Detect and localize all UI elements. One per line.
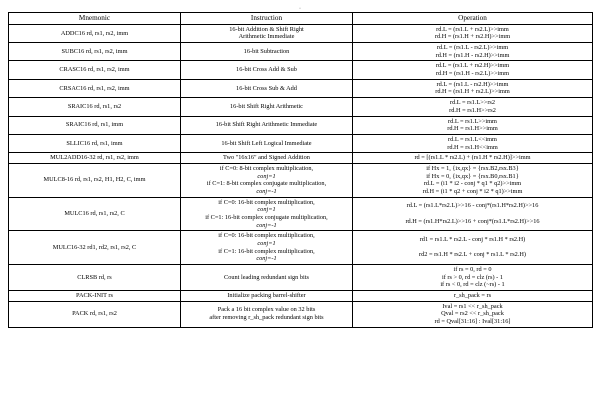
- instruction-line: 16-bit Cross Add & Sub: [236, 66, 297, 74]
- instruction-line: conj=1: [257, 206, 276, 214]
- operation-line: rd.L = rs1.L>>imm: [448, 117, 497, 125]
- table-row: [9, 79, 593, 97]
- table-body: [9, 24, 593, 327]
- cell-operation: [353, 163, 593, 197]
- instruction-table: [8, 12, 593, 328]
- instruction-line: 16-bit Shift Right Arithmetic Immediate: [215, 121, 318, 129]
- cell-operation: [353, 264, 593, 290]
- cell-instruction: [181, 79, 353, 97]
- operation-line: rd.H = (rs1.H + rs2.H)>>imm: [434, 33, 511, 41]
- operation-line: Qval = rs2 << r_sh_pack: [441, 310, 504, 318]
- instruction-line: Arithmetic Immediate: [238, 33, 295, 41]
- cell-mnemonic: PACK rd, rs1, rs2: [9, 301, 181, 327]
- cell-mnemonic: SUBC16 rd, rs1, rs2, imm: [9, 43, 181, 61]
- instruction-line: if C=1: 16-bit complex multiplication,: [218, 247, 315, 255]
- table-row: [9, 301, 593, 327]
- cell-instruction: [181, 134, 353, 152]
- operation-line: rd2 = rs1.H * rs2.L + conj * rs1.L * rs2.H): [418, 251, 527, 259]
- operation-line: r_sh_pack = rs: [453, 291, 492, 299]
- operation-line: rd.L = (rs1.L - rs2.H)>>imm: [436, 80, 509, 88]
- operation-line: rd.L = rs1.L>>rs2: [449, 99, 496, 107]
- instruction-line: 16-bit Subtraction: [243, 47, 290, 55]
- instruction-line: conj=1: [257, 172, 276, 180]
- instruction-line: 16-bit Cross Sub & Add: [236, 84, 297, 92]
- cell-mnemonic: CRASC16 rd, rs1, rs2, imm: [9, 61, 181, 79]
- operation-line: rd.H = rs1.H>>rs2: [449, 106, 496, 114]
- cell-mnemonic: PACK-INIT rs: [9, 290, 181, 301]
- operation-line: rd.H = (rs1.H - rs2.H)>>imm: [435, 51, 510, 59]
- cell-mnemonic: MULC8-16 rd, rs1, rs2, H1, H2, C, imm: [9, 163, 181, 197]
- instruction-line: conj=-1: [256, 221, 277, 229]
- instruction-line: after removing r_sh_pack redundant sign bits: [209, 314, 324, 322]
- table-row: [9, 231, 593, 265]
- table-row: [9, 264, 593, 290]
- instruction-line: 16-bit Shift Right Arithmetic: [230, 102, 303, 110]
- table-row: [9, 153, 593, 164]
- operation-line: [355, 244, 590, 252]
- cell-mnemonic: CLRSB rd, rs: [9, 264, 181, 290]
- cell-operation: [353, 290, 593, 301]
- cell-instruction: [181, 116, 353, 134]
- instruction-line: Pack a 16 bit complex value on 32 bits: [217, 306, 316, 314]
- cell-instruction: [181, 231, 353, 265]
- cell-instruction: [181, 290, 353, 301]
- cell-instruction: [181, 153, 353, 164]
- table-row: [9, 197, 593, 231]
- table-row: [9, 134, 593, 152]
- table-row: [9, 43, 593, 61]
- instruction-line: if C=0: 8-bit complex multiplication,: [219, 164, 314, 172]
- cell-instruction: [181, 163, 353, 197]
- instruction-line: if C=1: 8-bit complex conjugate multiplication,: [206, 180, 327, 188]
- instruction-line: conj=-1: [256, 255, 277, 263]
- instruction-line: if C=0: 16-bit complex multiplication,: [218, 198, 315, 206]
- cell-operation: [353, 98, 593, 116]
- cell-instruction: [181, 264, 353, 290]
- column-header-operation: Operation: [353, 13, 593, 25]
- cell-operation: [353, 61, 593, 79]
- operation-line: rd.H = rs1.H>>imm: [447, 125, 498, 133]
- cell-instruction: [181, 61, 353, 79]
- cell-mnemonic: MUL2ADD16-32 rd, rs1, rs2, imm: [9, 153, 181, 164]
- table-row: [9, 163, 593, 197]
- operation-line: rd = [(rs1.L * rs2.L) + (rs1.H * rs2.H)]>>imm: [414, 154, 531, 162]
- cell-operation: [353, 153, 593, 164]
- cell-mnemonic: MULC16 rd, rs1, rs2, C: [9, 197, 181, 231]
- operation-line: rd.L = (rs1.L + rs2.L)>>imm: [436, 25, 509, 33]
- instruction-line: 16-bit Shift Left Logical Immediate: [221, 139, 312, 147]
- cell-operation: [353, 43, 593, 61]
- table-row: [9, 24, 593, 42]
- operation-line: rd.L = rs1.L<<imm: [448, 135, 497, 143]
- cell-operation: [353, 24, 593, 42]
- column-header-mnemonic: Mnemonic: [9, 13, 181, 25]
- cell-instruction: [181, 98, 353, 116]
- table-header-row: [9, 13, 593, 25]
- cell-operation: [353, 197, 593, 231]
- operation-line: rd.L = (rs1.L - rs2.L)>>imm: [436, 44, 509, 52]
- instruction-line: Count leading redundant sign bits: [224, 273, 309, 281]
- operation-line: Ival = rs1 << r_sh_pack: [442, 302, 503, 310]
- cell-instruction: [181, 301, 353, 327]
- cell-operation: [353, 134, 593, 152]
- table-row: [9, 61, 593, 79]
- instruction-line: Initialize packing barrel-shifter: [227, 291, 306, 299]
- cell-mnemonic: ADDC16 rd, rs1, rs2, imm: [9, 24, 181, 42]
- instruction-line: conj=1: [257, 239, 276, 247]
- operation-line: if Hx = 1, {ix,qx} = {rsx.B2,rsx.B3}: [426, 164, 519, 172]
- cell-mnemonic: CRSAC16 rd, rs1, rs2, imm: [9, 79, 181, 97]
- cell-operation: [353, 231, 593, 265]
- cell-operation: [353, 79, 593, 97]
- operation-line: rd.H = (rs1.H*rs2.L)>>16 + conj*(rs1.L*rs2.H)>>16: [405, 217, 540, 225]
- operation-line: rd.L = (rs1.L + rs2.H)>>imm: [435, 62, 510, 70]
- operation-line: if rs > 0, rd = clz (rs) - 1: [442, 273, 503, 281]
- operation-line: rd.H = (i1 * q2 + conj * i2 * q1)>>imm: [422, 187, 523, 195]
- operation-line: if Hx = 0, {ix,qx} = {rsx.B0,rsx.B1}: [426, 172, 519, 180]
- operation-line: if rs = 0, rd = 0: [453, 265, 492, 273]
- operation-line: rd.L = (rs1.L*rs2.L)>>16 - conj*(rs1.H*rs2.H)>>16: [406, 202, 539, 210]
- table-row: [9, 98, 593, 116]
- instruction-line: 16-bit Addition & Shift Right: [229, 25, 304, 33]
- cell-operation: [353, 116, 593, 134]
- operation-line: rd.H = (rs1.H + rs2.L)>>imm: [435, 88, 510, 96]
- table-row: [9, 116, 593, 134]
- operation-line: rd = Qval[31:16] : Ival[31:16]: [434, 317, 511, 325]
- instruction-line: if C=1: 16-bit complex conjugate multiplication,: [205, 213, 328, 221]
- operation-line: rd.H = (rs1.H - rs2.L)>>imm: [435, 70, 510, 78]
- instruction-line: Two "16x16" and Signed Addition: [223, 154, 310, 162]
- instruction-line: conj=-1: [256, 187, 277, 195]
- instruction-line: if C=0: 16-bit complex multiplication,: [218, 232, 315, 240]
- operation-line: if rs < 0, rd = clz (~rs) - 1: [440, 281, 505, 289]
- top-marker: ·: [299, 6, 301, 12]
- cell-mnemonic: SRAIC16 rd, rs1, imm: [9, 116, 181, 134]
- cell-mnemonic: SLLIC16 rd, rs1, imm: [9, 134, 181, 152]
- operation-line: rd.H = rs1.H<<imm: [447, 143, 498, 151]
- table-header: [9, 13, 593, 25]
- operation-line: rd1 = rs1.L * rs2.L - conj * rs1.H * rs2.H): [419, 236, 526, 244]
- cell-instruction: [181, 197, 353, 231]
- cell-instruction: [181, 43, 353, 61]
- operation-line: [355, 210, 590, 218]
- cell-operation: [353, 301, 593, 327]
- operation-line: rd.L = (i1 * i2 - conj * q1 * q2)>>imm: [423, 180, 522, 188]
- cell-instruction: [181, 24, 353, 42]
- column-header-instruction: Instruction: [181, 13, 353, 25]
- cell-mnemonic: SRAIC16 rd, rs1, rs2: [9, 98, 181, 116]
- cell-mnemonic: MULC16-32 rd1, rd2, rs1, rs2, C: [9, 231, 181, 265]
- table-row: [9, 290, 593, 301]
